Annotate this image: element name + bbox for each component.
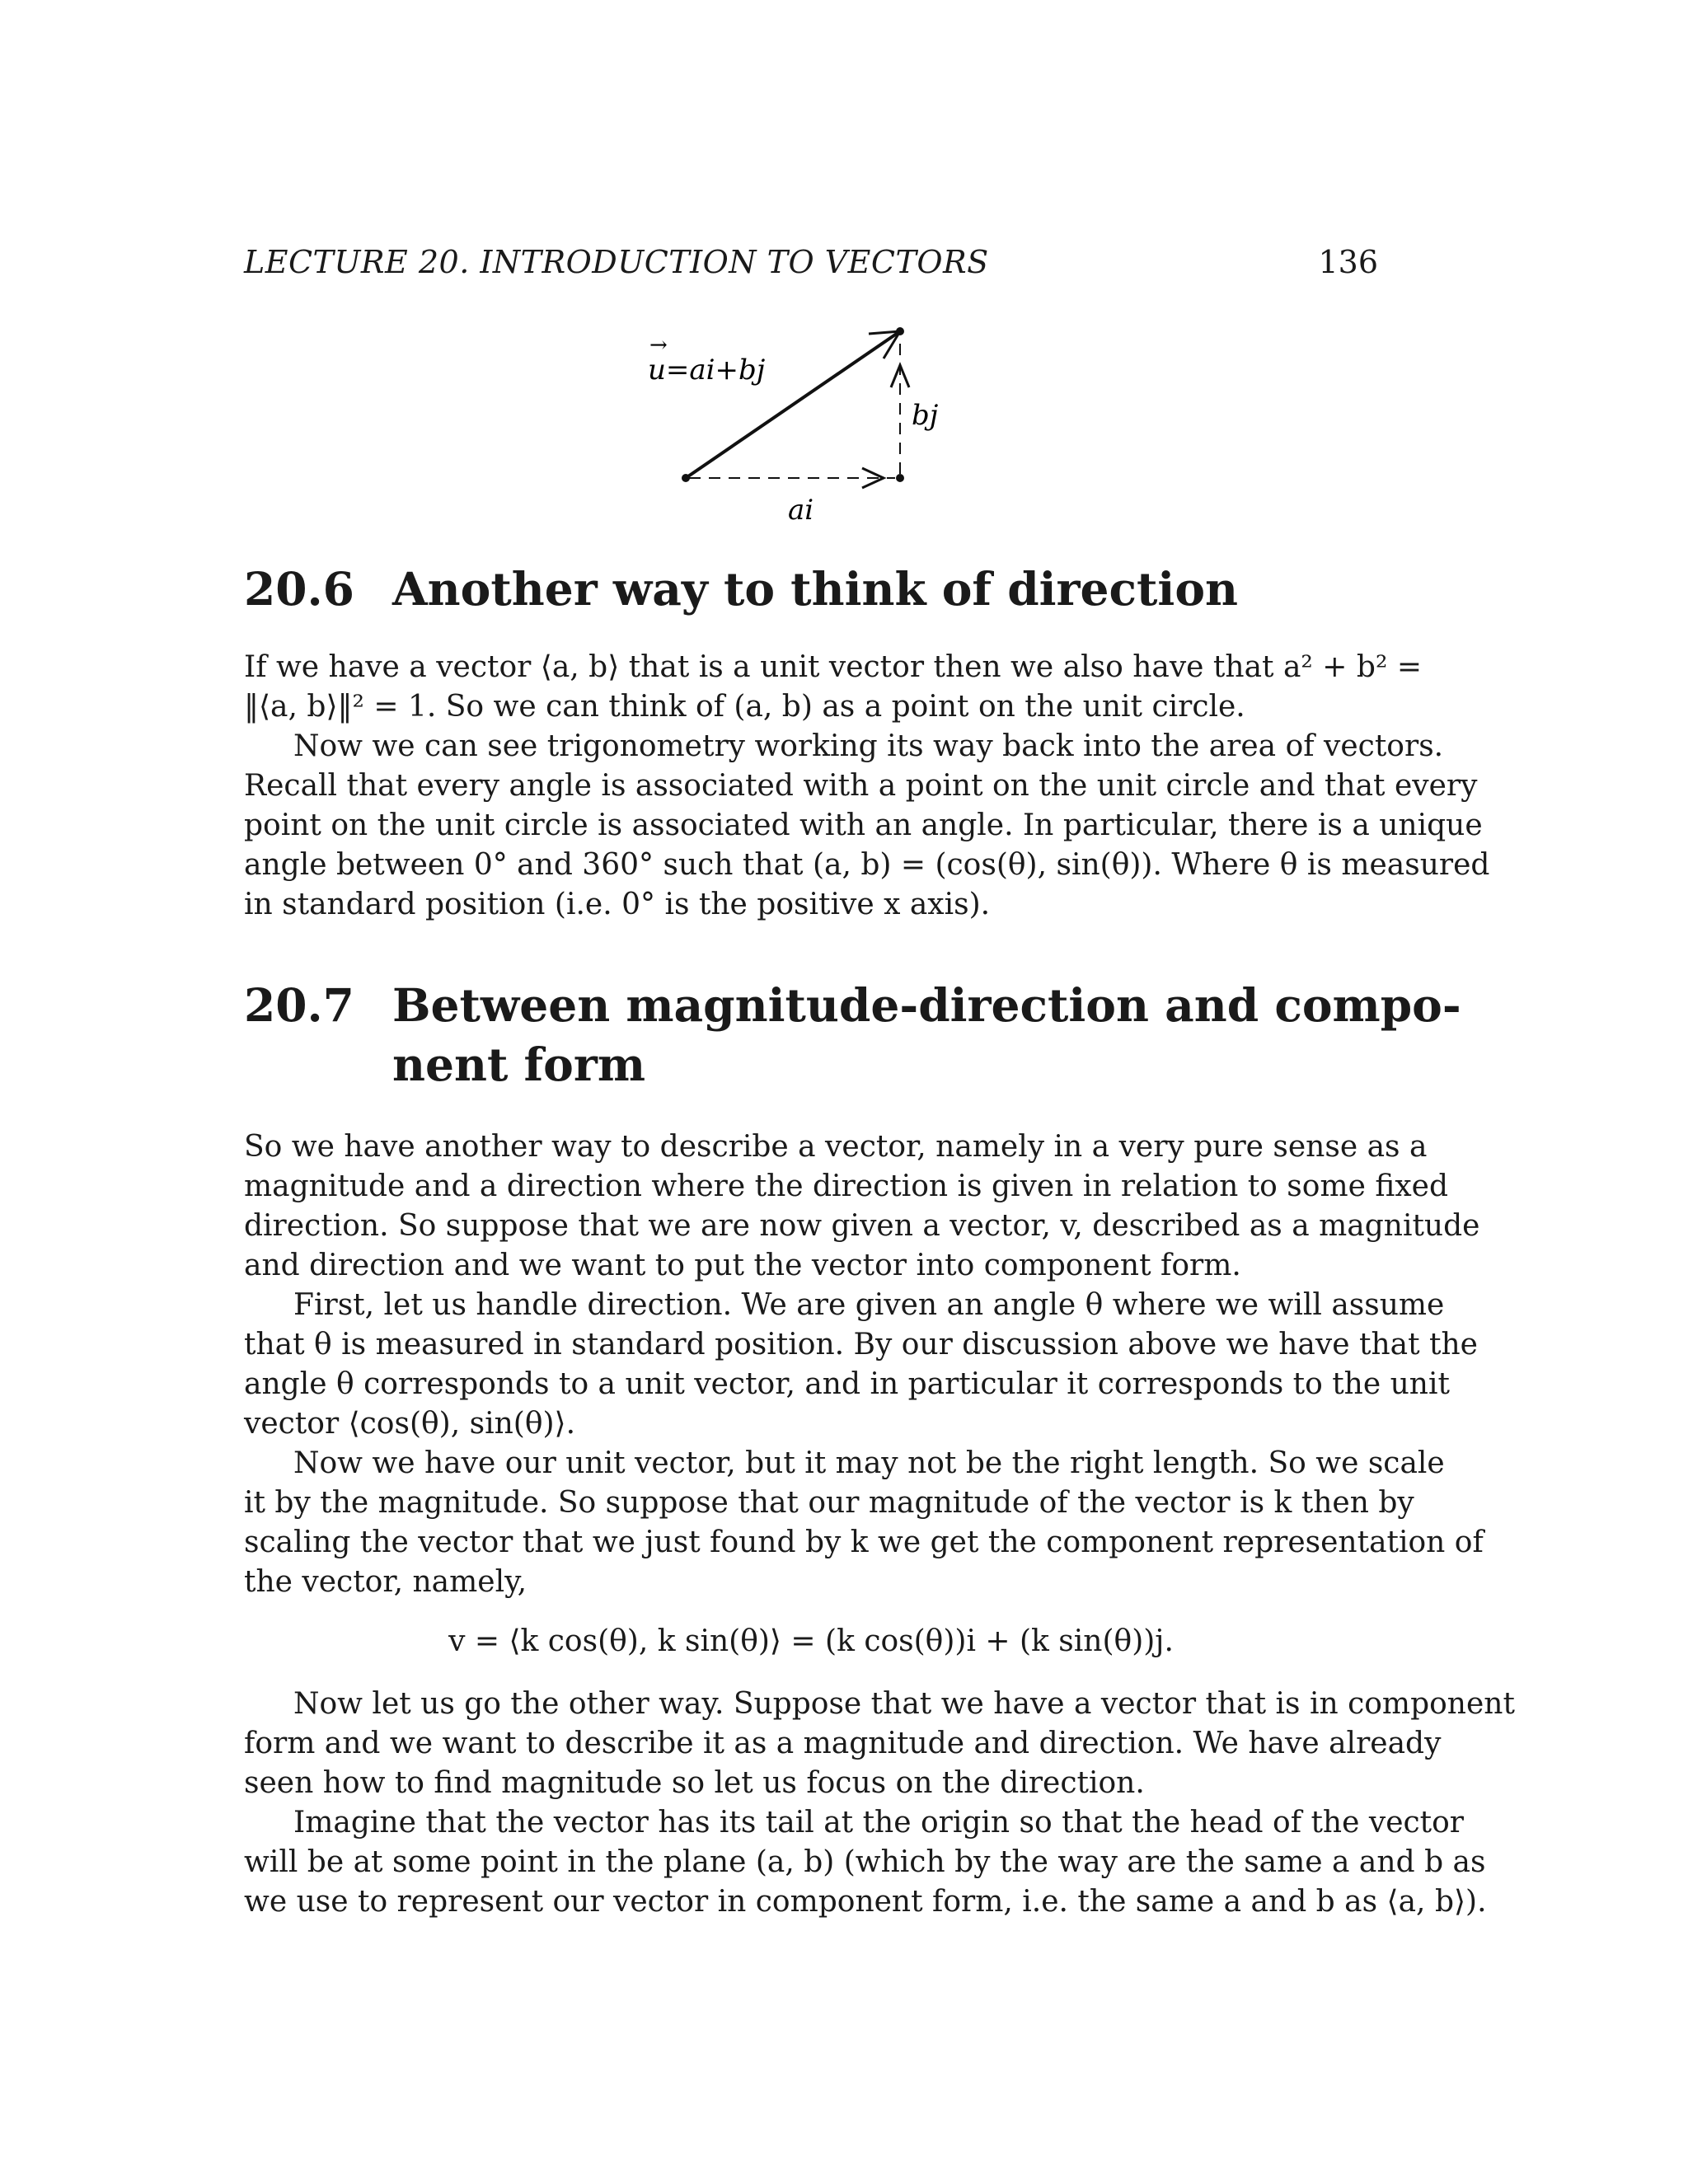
text-line: Now we have our unit vector, but it may not be the right length. So we scale: [293, 1446, 1445, 1480]
text-line: First, let us handle direction. We are given an angle θ where we will assume: [293, 1288, 1445, 1322]
section-number: 20.7: [244, 978, 354, 1032]
vector-diagram: [648, 317, 1010, 540]
paragraph-20-7-4: [244, 1685, 1515, 1803]
text-line: Now let us go the other way. Suppose that we have a vector that is in component: [293, 1687, 1515, 1721]
paragraph-20-7-1: [244, 1127, 1480, 1286]
text-line: we use to represent our vector in component form, i.e. the same a and b as ⟨a, b⟩).: [244, 1885, 1487, 1919]
page-number: 136: [1318, 244, 1378, 280]
tail-point: [682, 474, 690, 482]
display-equation: v = ⟨k cos(θ), k sin(θ)⟩ = (k cos(θ))i + (k sin(θ))j.: [448, 1624, 1174, 1658]
paragraph-20-7-2: [244, 1286, 1478, 1444]
section-title-line-2: nent form: [392, 1038, 646, 1091]
running-title: LECTURE 20. INTRODUCTION TO VECTORS: [244, 244, 989, 280]
text-line: Imagine that the vector has its tail at the origin so that the head of the vector: [293, 1806, 1465, 1840]
paragraph-20-6-1: [244, 648, 1422, 727]
ai-label: ai: [788, 494, 814, 527]
text-line: will be at some point in the plane (a, b) (which by the way are the same a and b as: [244, 1845, 1486, 1879]
section-number: 20.6: [244, 562, 354, 616]
head-point: [896, 327, 904, 335]
bj-label: bj: [912, 399, 939, 432]
vector-diagram-svg: [648, 317, 1010, 540]
text-line: seen how to find magnitude so let us focus on the direction.: [244, 1766, 1145, 1800]
text-line: the vector, namely,: [244, 1565, 528, 1599]
section-title: Another way to think of direction: [392, 562, 1238, 616]
text-line: angle θ corresponds to a unit vector, and in particular it corresponds to the unit: [244, 1367, 1450, 1401]
text-line: ‖⟨a, b⟩‖² = 1. So we can think of (a, b) as a point on the unit circle.: [244, 690, 1245, 724]
text-line: direction. So suppose that we are now given a vector, v, described as a magnitude: [244, 1209, 1480, 1243]
text-line: So we have another way to describe a vector, namely in a very pure sense as a: [244, 1130, 1428, 1164]
text-line: and direction and we want to put the vector into component form.: [244, 1249, 1241, 1282]
running-header: [244, 244, 1378, 285]
vector-u-label: u=ai+bj: [648, 354, 766, 387]
text-line: in standard position (i.e. 0° is the positive x axis).: [244, 888, 991, 921]
vector-arrow-glyph: →: [649, 333, 668, 358]
paragraph-20-7-5: [244, 1803, 1487, 1922]
text-line: angle between 0° and 360° such that (a, b) = (cos(θ), sin(θ)). Where θ is measured: [244, 848, 1490, 882]
text-line: vector ⟨cos(θ), sin(θ)⟩.: [244, 1407, 576, 1441]
text-line: form and we want to describe it as a magnitude and direction. We have already: [244, 1727, 1442, 1760]
text-line: Recall that every angle is associated with a point on the unit circle and that every: [244, 769, 1478, 803]
section-heading-20-7: [244, 977, 1461, 1092]
text-line: point on the unit circle is associated with an angle. In particular, there is a unique: [244, 808, 1483, 842]
section-heading-20-6: [244, 560, 1378, 618]
text-line: that θ is measured in standard position. By our discussion above we have that the: [244, 1328, 1478, 1361]
corner-point: [896, 474, 904, 482]
paragraph-20-7-3: [244, 1444, 1484, 1602]
text-line: Now we can see trigonometry working its way back into the area of vectors.: [293, 729, 1444, 763]
section-title-line-1: Between magnitude-direction and compo-: [392, 978, 1461, 1032]
paragraph-20-6-2: [244, 727, 1490, 925]
text-line: scaling the vector that we just found by k we get the component representation of: [244, 1526, 1484, 1559]
text-line: If we have a vector ⟨a, b⟩ that is a unit vector then we also have that a² + b² =: [244, 650, 1422, 684]
text-line: it by the magnitude. So suppose that our magnitude of the vector is k then by: [244, 1486, 1414, 1520]
text-line: magnitude and a direction where the direction is given in relation to some fixed: [244, 1169, 1448, 1203]
